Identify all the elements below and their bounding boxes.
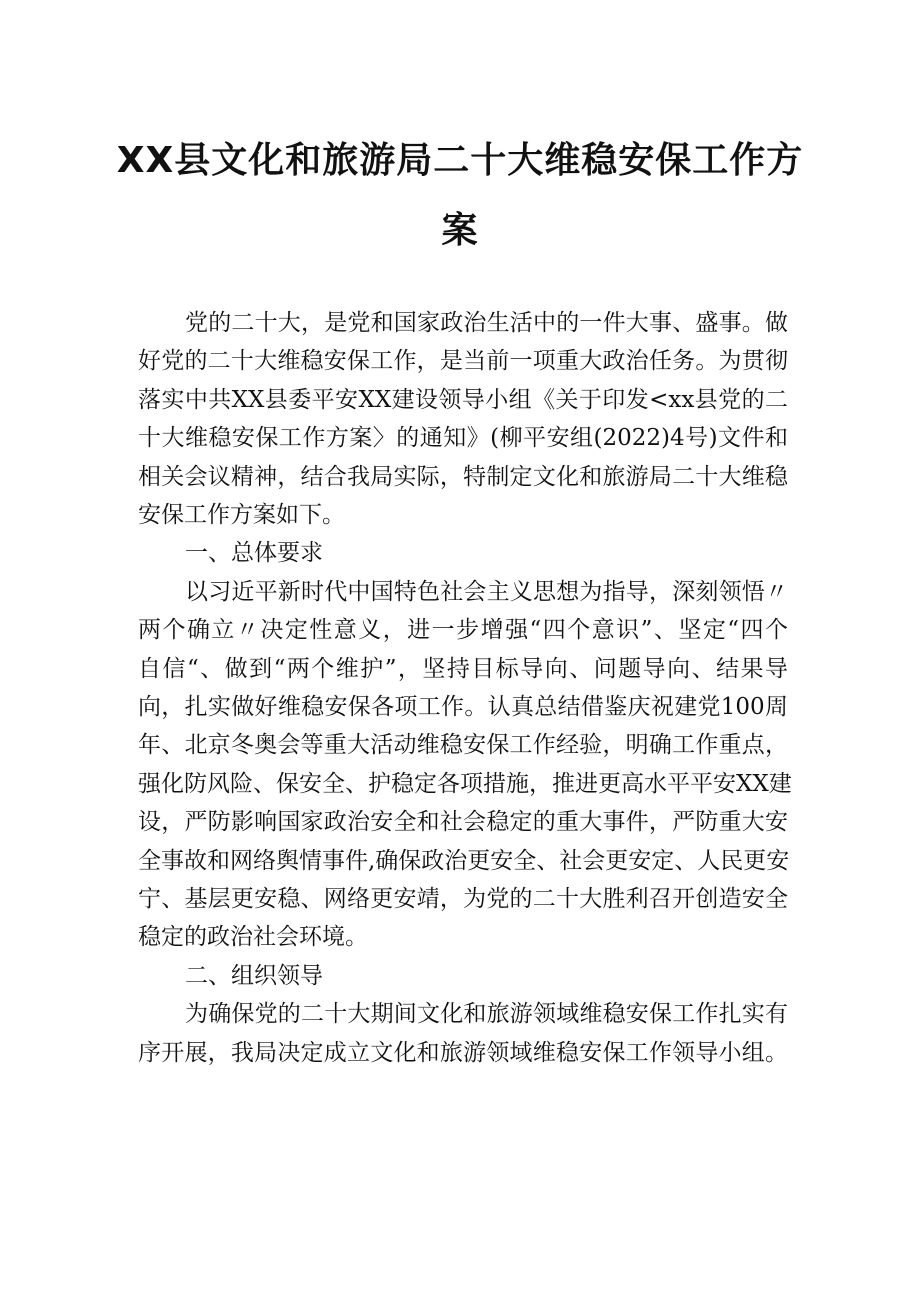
- body-text-line: 好党的二十大维稳安保工作，是当前一项重大政治任务。为贯彻: [138, 348, 788, 375]
- body-text-line: 落实中共XX县委平安XX建设领导小组《关于印发<xx县党的二: [138, 386, 788, 413]
- body-text-line: 强化防风险、保安全、护稳定各项措施，推进更高水平平安XX建: [138, 770, 792, 797]
- body-text-line: 二、组织领导: [185, 962, 323, 989]
- body-text-line: 宁、基层更安稳、网络更安靖，为党的二十大胜利召开创造安全: [138, 886, 788, 912]
- body-text-line: 设，严防影响国家政治安全和社会稳定的重大事件，严防重大安: [138, 809, 788, 836]
- document-title-line-2: 案: [441, 210, 479, 251]
- body-text-line: 相关会议精神，结合我局实际，特制定文化和旅游局二十大维稳: [138, 463, 788, 490]
- body-text-line: 全事故和网络舆情事件,确保政治更安全、社会更安定、人民更安: [138, 847, 790, 874]
- body-text-line: 序开展，我局决定成立文化和旅游领域维稳安保工作领导小组。: [138, 1039, 788, 1066]
- body-text-line: 为确保党的二十大期间文化和旅游领域维稳安保工作扎实有: [185, 1001, 788, 1028]
- body-text-line: 一、总体要求: [185, 540, 323, 567]
- body-text-line: 以习近平新时代中国特色社会主义思想为指导，深刻领悟〃: [185, 578, 788, 605]
- body-text-line: 十大维稳安保工作方案〉的通知》(柳平安组(2022)4号)文件和: [138, 425, 788, 452]
- body-text-line: 自信“、做到“两个维护”，坚持目标导向、问题导向、结果导: [138, 655, 788, 682]
- body-text-line: 向，扎实做好维稳安保各项工作。认真总结借鉴庆祝建党100周: [138, 694, 788, 720]
- document-title-line-1: XX县文化和旅游局二十大维稳安保工作方: [116, 140, 804, 181]
- body-text-line: 安保工作方案如下。: [138, 502, 345, 528]
- body-text-line: 稳定的政治社会环境。: [138, 924, 368, 951]
- body-text-line: 年、北京冬奥会等重大活动维稳安保工作经验，明确工作重点，: [138, 732, 788, 759]
- body-text-line: 党的二十大，是党和国家政治生活中的一件大事、盛事。做: [185, 310, 788, 336]
- body-text-line: 两个确立〃决定性意义，进一步增强“四个意识”、坚定“四个: [138, 617, 788, 644]
